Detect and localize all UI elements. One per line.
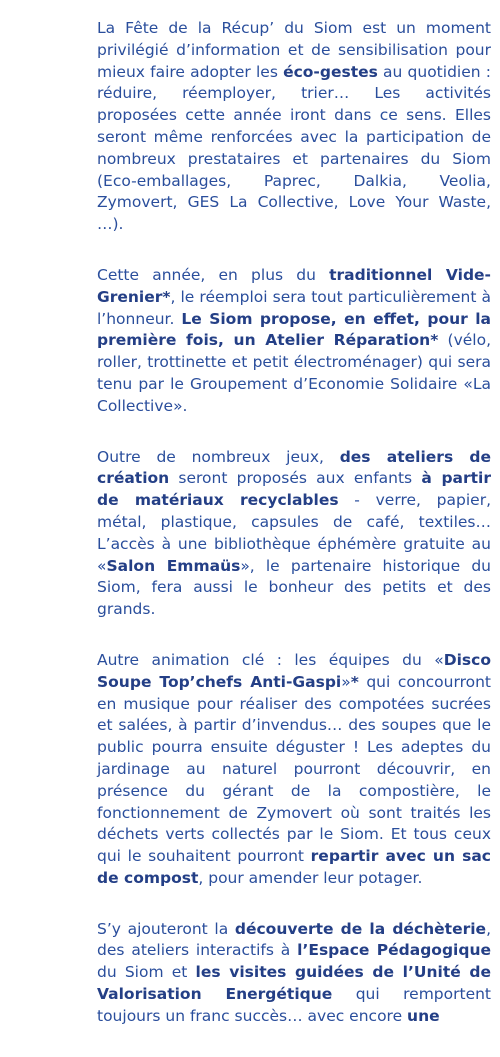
text-run: », le partenaire historique du Siom, fera aussi le bonheur des petits et des grands. (97, 556, 491, 619)
text-run: - verre, papier, métal, plastique, capsules de café, textiles… L’accès à une bibliothèque éphémère gratuite au « (97, 491, 491, 575)
bold-text-run: l’Espace Pédagogique (297, 941, 491, 960)
bold-text-run: * (350, 672, 359, 691)
text-run: , le réemploi sera tout particulièrement à l’honneur. (97, 287, 491, 328)
bold-text-run: traditionnel Vide-Grenier* (97, 265, 491, 306)
paragraph-intro (97, 18, 491, 236)
bold-text-run: éco-gestes (283, 62, 378, 81)
text-run: (vélo, roller, trottinette et petit électroménager) qui sera tenu par le Groupement d’Economie Solidaire «La Collective». (97, 331, 491, 415)
bold-text-run: repartir avec un sac de compost (97, 847, 491, 887)
text-run: qui concourront en musique pour réaliser des compotées sucrées et salées, à partir d’invendus… des soupes que le public pourra ensuite déguster ! Les adeptes du jardinage au naturel pourront découvrir, en présence du gérant de la compostière, le fonctionnement de Zymovert où sont traités les déchets verts collectés par le Siom. Et tous ceux qui le souhaitent pourront (97, 672, 491, 866)
text-run: Outre de nombreux jeux, (97, 447, 340, 466)
text-run: Autre animation clé : les équipes du « (97, 650, 444, 669)
bold-text-run: des ateliers de création (97, 447, 492, 488)
text-run: du Siom et (97, 963, 196, 982)
bold-text-run: Le Siom propose, en effet, pour la première fois, un Atelier Réparation* (97, 309, 491, 350)
bold-text-run: une (407, 1006, 440, 1025)
bold-text-run: à partir de matériaux recyclables (97, 469, 492, 510)
bold-text-run: découverte de la déchèterie (234, 919, 487, 938)
paragraph-decouverte (97, 919, 491, 1028)
bold-text-run: Salon Emmaüs (106, 556, 241, 575)
paragraph-ateliers-creation (97, 447, 491, 621)
article-body (97, 18, 491, 1057)
text-run: S’y ajouteront la (97, 919, 235, 938)
text-run: qui remportent toujours un franc succès… avec encore (97, 985, 492, 1025)
bold-text-run: Disco Soupe Top’chefs Anti-Gaspi (97, 650, 491, 691)
text-run: au quotidien : réduire, réemployer, trier… Les activités proposées cette année iront dans ce sens. Elles seront même renforcées avec la participation de nombreux prestataires et partenaires du Siom (Eco-emballages, Paprec, Dalkia, Veolia, Zymovert, GES La Collective, Love Your Waste, …). (97, 62, 491, 234)
text-run: Cette année, en plus du (97, 265, 330, 284)
paragraph-reemploi (97, 265, 491, 418)
paragraph-disco-soupe (97, 650, 491, 890)
text-run: La Fête de la Récup’ du Siom est un moment privilégié d’information et de sensibilisation pour mieux faire adopter les (97, 19, 491, 81)
text-run: , des ateliers interactifs à (97, 919, 492, 960)
bold-text-run: les visites guidées de l’Unité de Valorisation Energétique (97, 963, 491, 1004)
text-run: » (341, 672, 351, 691)
text-run: seront proposés aux enfants (169, 469, 422, 488)
text-run: , pour amender leur potager. (198, 868, 423, 887)
